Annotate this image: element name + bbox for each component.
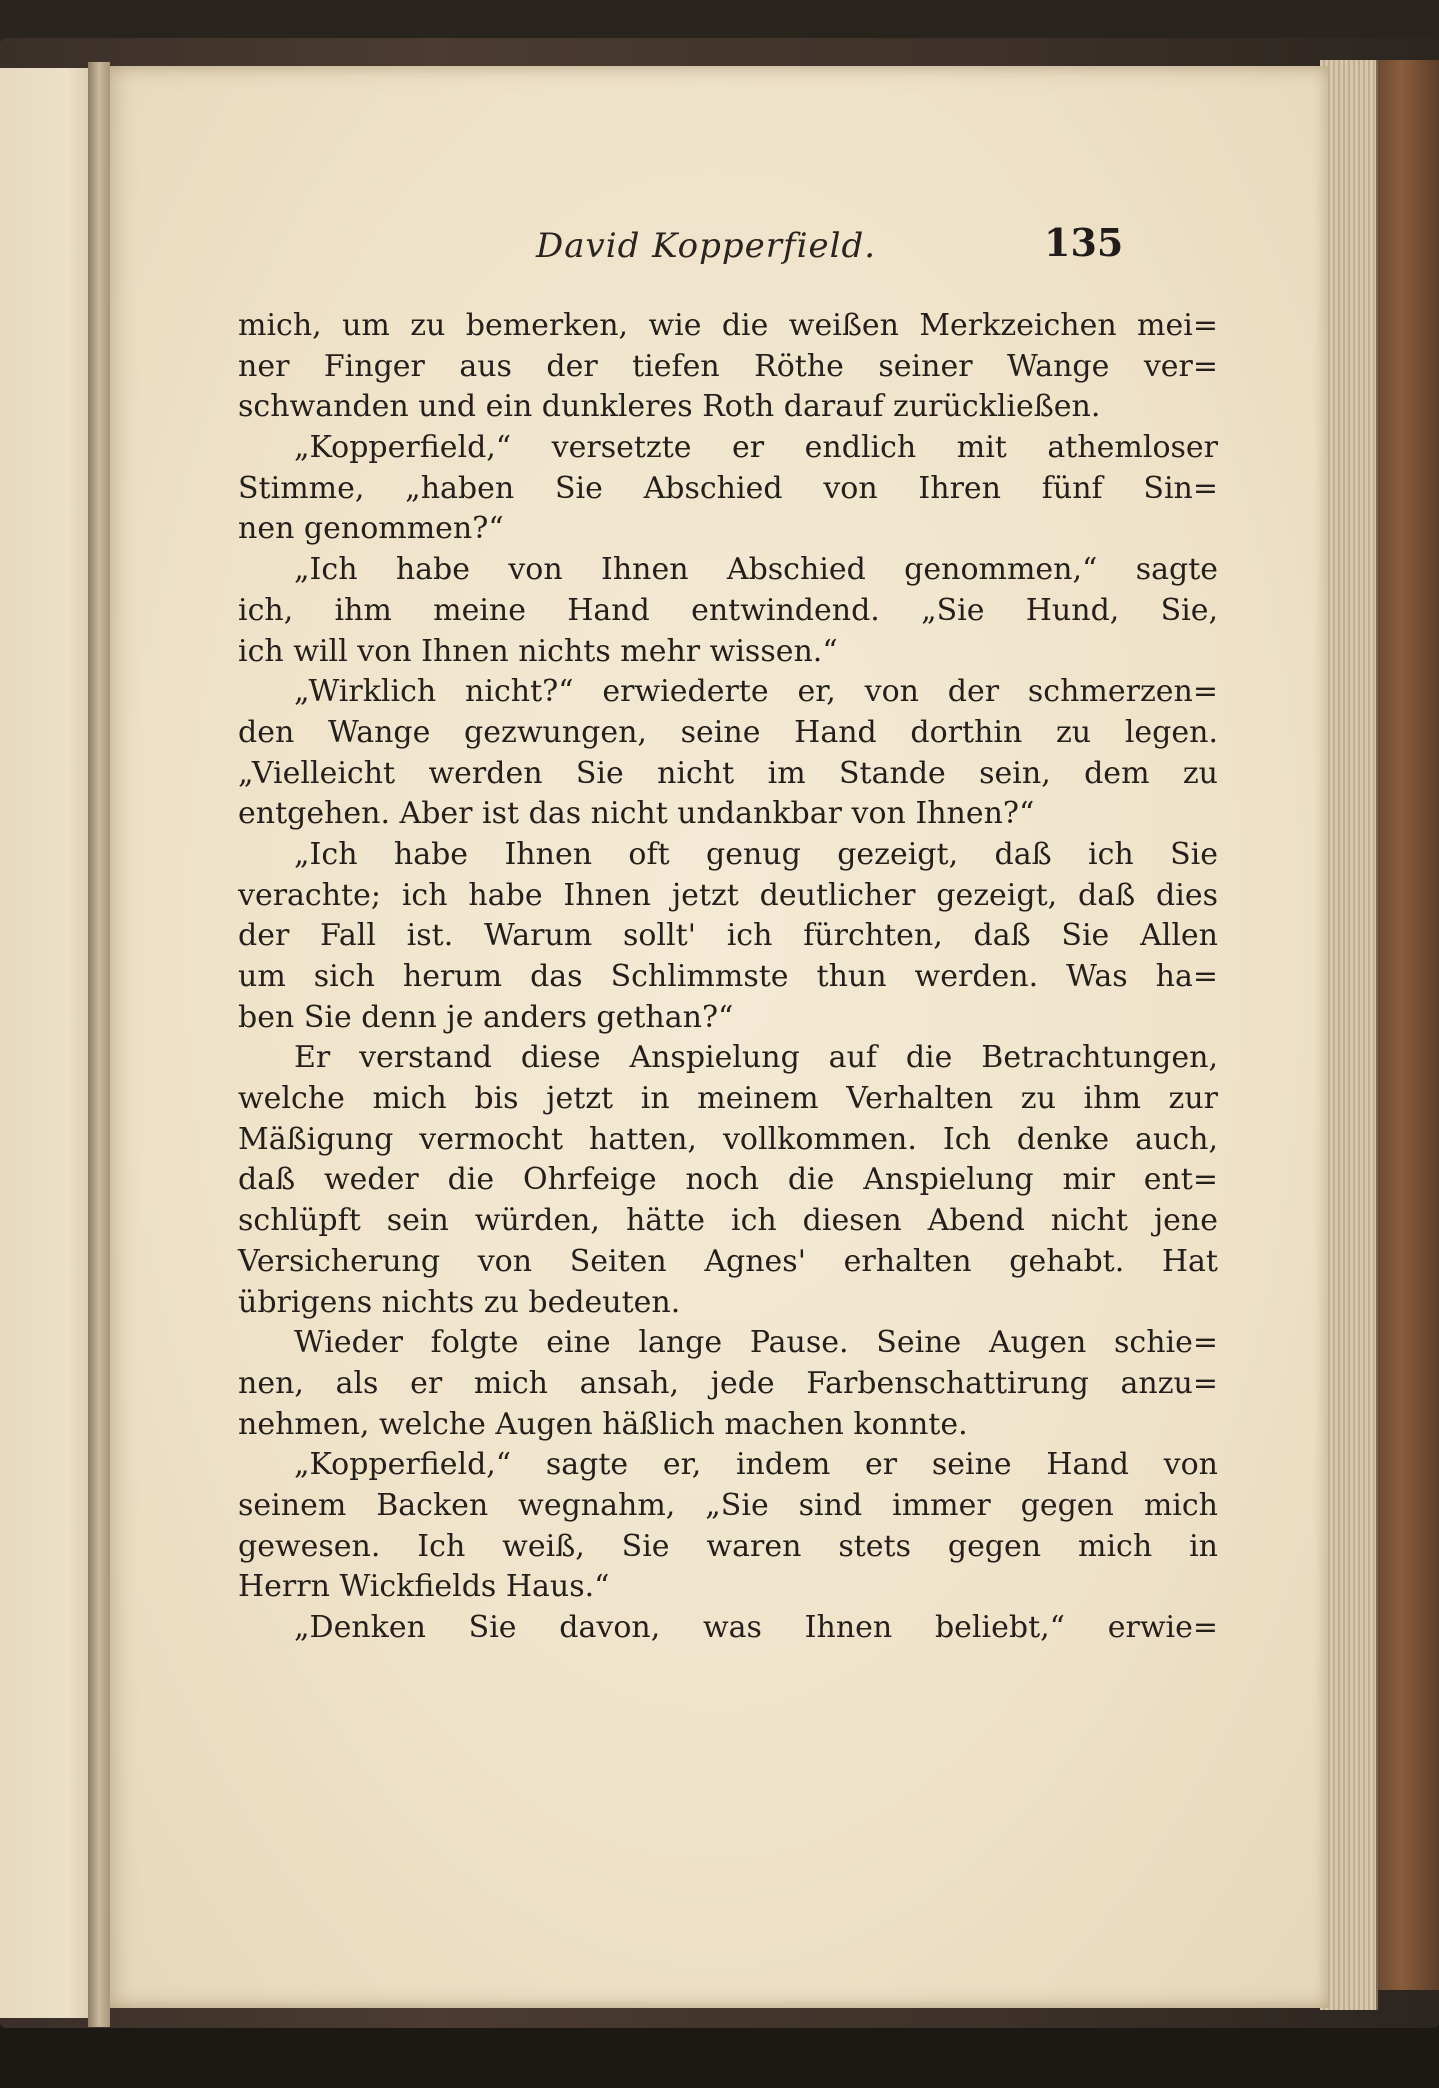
body-text (238, 306, 1218, 1649)
page-stack (1320, 60, 1378, 2010)
text-line: seinem Backen wegnahm, „Sie sind immer gegen mich (238, 1487, 1218, 1523)
text-line: „Kopperfield,“ versetzte er endlich mit athemloser (294, 430, 1218, 466)
book-page (100, 66, 1328, 2008)
text-line: schwanden und ein dunkleres Roth darauf zurückließen. (238, 389, 1101, 425)
text-line: welche mich bis jetzt in meinem Verhalten zu ihm zur (238, 1081, 1218, 1117)
text-line: ich will von Ihnen nichts mehr wissen.“ (238, 633, 838, 669)
text-line: der Fall ist. Warum sollt' ich fürchten, daß Sie Allen (238, 918, 1218, 954)
text-line: „Vielleicht werden Sie nicht im Stande sein, dem zu (238, 755, 1218, 791)
text-line: schlüpft sein würden, hätte ich diesen Abend nicht jene (238, 1203, 1218, 1239)
text-line: übrigens nichts zu bedeuten. (238, 1284, 681, 1320)
text-line: „Wirklich nicht?“ erwiederte er, von der schmerzen= (294, 674, 1218, 710)
text-line: nehmen, welche Augen häßlich machen konnte. (238, 1406, 968, 1442)
text-line: gewesen. Ich weiß, Sie waren stets gegen mich in (238, 1528, 1218, 1564)
text-line: verachte; ich habe Ihnen jetzt deutlicher gezeigt, daß dies (238, 877, 1218, 913)
text-line: nen, als er mich ansah, jede Farbenschattirung anzu= (238, 1365, 1218, 1401)
page-number: 135 (1044, 220, 1124, 265)
text-line: ben Sie denn je anders gethan?“ (238, 999, 734, 1035)
text-line: entgehen. Aber ist das nicht undankbar von Ihnen?“ (238, 796, 1035, 832)
text-line: Versicherung von Seiten Agnes' erhalten gehabt. Hat (238, 1243, 1218, 1279)
text-line: „Denken Sie davon, was Ihnen beliebt,“ erwie= (294, 1610, 1218, 1645)
text-line: den Wange gezwungen, seine Hand dorthin zu legen. (238, 714, 1218, 750)
cover-edge (1377, 60, 1439, 1990)
running-title: David Kopperfield. (536, 226, 877, 266)
text-line: um sich herum das Schlimmste thun werden. Was ha= (238, 959, 1218, 994)
text-line: Wieder folgte eine lange Pause. Seine Augen schie= (294, 1325, 1218, 1361)
book-gutter (88, 62, 110, 2027)
text-line: Stimme, „haben Sie Abschied von Ihren fünf Sin= (238, 470, 1218, 506)
text-line: mich, um zu bemerken, wie die weißen Merkzeichen mei= (238, 308, 1218, 343)
text-line: „Ich habe Ihnen oft genug gezeigt, daß ich Sie (294, 836, 1218, 872)
text-line: Herrn Wickfields Haus.“ (238, 1569, 610, 1605)
text-line: Er verstand diese Anspielung auf die Betrachtungen, (294, 1040, 1218, 1076)
text-line: nen genommen?“ (238, 511, 504, 547)
text-line: „Kopperfield,“ sagte er, indem er seine Hand von (294, 1447, 1218, 1483)
text-line: „Ich habe von Ihnen Abschied genommen,“ sagte (294, 552, 1218, 588)
left-page (0, 68, 96, 2018)
text-line: Mäßigung vermocht hatten, vollkommen. Ich denke auch, (238, 1121, 1218, 1157)
text-line: ich, ihm meine Hand entwindend. „Sie Hund, Sie, (238, 592, 1218, 628)
running-head (100, 218, 1328, 288)
text-line: ner Finger aus der tiefen Röthe seiner Wange ver= (238, 348, 1218, 384)
text-line: daß weder die Ohrfeige noch die Anspielung mir ent= (238, 1162, 1218, 1198)
